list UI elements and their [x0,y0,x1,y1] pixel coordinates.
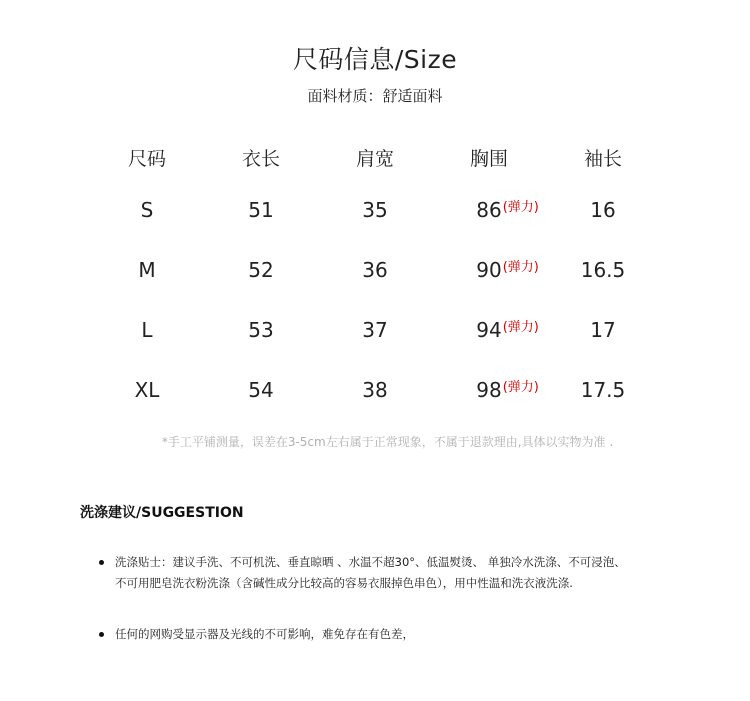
sleeve-cell: 17 [590,318,616,342]
length-cell: 51 [248,198,274,222]
bullet-dot-icon [99,560,104,565]
chest-cell [432,360,546,420]
page-title: 尺码信息/Size [292,45,458,74]
chest-value: 98 [476,378,502,402]
table-row [90,180,660,240]
header-sleeve: 袖长 [583,148,622,170]
chest-cell [432,240,546,300]
chest-value: 86 [476,198,502,222]
size-cell: M [138,258,156,282]
table-row [90,360,660,420]
material-info: 面料材质：舒适面料 [307,87,443,105]
length-cell: 54 [248,378,274,402]
shoulder-cell: 37 [362,318,388,342]
header-size: 尺码 [127,148,166,170]
elastic-note: (弹力) [502,380,539,395]
length-cell: 53 [248,318,274,342]
elastic-note: (弹力) [502,260,539,275]
shoulder-cell: 36 [362,258,388,282]
table-header-row [90,135,660,180]
header-chest: 胸围 [469,148,508,170]
measurement-note: *手工平铺测量，误差在3-5cm左右属于正常现象，不属于退款理由,具体以实物为准 . [161,435,614,449]
list-item [99,624,655,645]
shoulder-cell: 38 [362,378,388,402]
sleeve-cell: 16.5 [580,258,626,282]
sleeve-cell: 16 [590,198,616,222]
shoulder-cell: 35 [362,198,388,222]
color-difference-note: 任何的网购受显示器及光线的不可影响，难免存在有色差， [115,627,414,641]
wash-tip-line-2: 不可用肥皂洗衣粉洗涤（含碱性成分比较高的容易衣服掉色串色），用中性温和洗衣液洗涤. [115,576,573,590]
elastic-note: (弹力) [502,200,539,215]
size-table [90,135,660,420]
table-row [90,240,660,300]
table-row [90,300,660,360]
header-shoulder: 肩宽 [355,148,394,170]
chest-cell [432,180,546,240]
suggestion-title: 洗涤建议/SUGGESTION [80,505,244,521]
length-cell: 52 [248,258,274,282]
list-item [99,552,655,594]
size-cell: XL [134,378,160,402]
size-cell: L [141,318,153,342]
sleeve-cell: 17.5 [580,378,626,402]
wash-tip-line-1: 洗涤贴士：建议手洗、不可机洗、垂直晾晒 、水温不超30°、低温熨烫、 单独冷水洗涤、不可浸泡、 [115,555,626,569]
chest-value: 94 [476,318,502,342]
chest-cell [432,300,546,360]
bullet-dot-icon [99,632,104,637]
size-cell: S [140,198,154,222]
chest-value: 90 [476,258,502,282]
elastic-note: (弹力) [502,320,539,335]
header-length: 衣长 [241,148,280,170]
